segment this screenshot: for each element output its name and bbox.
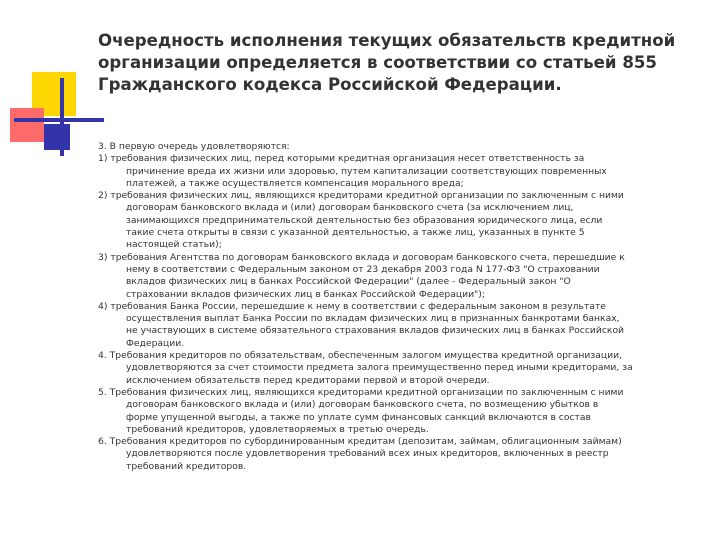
body-text-line: требований кредиторов, удовлетворяемых в третью очередь.: [126, 423, 429, 435]
body-text-line: 6. Требования кредиторов по субординированным кредитам (депозитам, займам, облигационным займам): [98, 436, 622, 448]
body-text-line: форме упущенной выгоды, а также по уплате сумм финансовых санкций включаются в состав: [126, 411, 591, 423]
body-text-line: не участвующих в системе обязательного страхования вкладов физических лиц в банках Российской: [126, 325, 625, 337]
body-text-line: вкладов физических лиц в банках Российской Федерации" (далее - Федеральный закон "О: [126, 276, 571, 288]
body-text-line: договорам банковского вклада и (или) договорам банковского счета, по возмещению убытков в: [126, 399, 599, 411]
body-text-line: страховании вкладов физических лиц в банках Российской Федерации");: [126, 288, 485, 300]
slide-body-text: [98, 141, 708, 473]
body-text-line: Федерации.: [126, 337, 185, 349]
body-text-line: осуществления выплат Банка России по вкладам физических лиц в признанных банкротами банках,: [126, 313, 620, 325]
body-text-line: занимающихся предпринимательской деятельностью без образования юридического лица, если: [126, 214, 603, 226]
body-text-line: настоящей статьи);: [126, 239, 222, 251]
body-text-line: 1) требования физических лиц, перед которыми кредитная организация несет ответственность за: [98, 153, 585, 165]
body-text-line: причинение вреда их жизни или здоровью, путем капитализации соответствующих повременных: [126, 165, 607, 177]
body-text-line: 4. Требования кредиторов по обязательствам, обеспеченным залогом имущества кредитной организации,: [98, 350, 622, 362]
body-text-line: удовлетворяются после удовлетворения требований всех иных кредиторов, включенных в реестр: [126, 448, 609, 460]
decorative-red-square: [10, 108, 44, 142]
body-text-line: договорам банковского вклада и (или) договорам банковского счета (за исключением лиц,: [126, 202, 574, 214]
body-text-line: 2) требования физических лиц, являющихся кредиторами кредитной организации по заключенным с ними: [98, 190, 624, 202]
title-line: Очередность исполнения текущих обязательств кредитной: [98, 31, 676, 50]
title-line: организации определяется в соответствии со статьей 855: [98, 53, 657, 72]
body-text-line: 3) требования Агентства по договорам банковского вклада и договорам банковского счета, перешедшие к: [98, 251, 625, 263]
slide-title: [98, 30, 678, 96]
title-line: Гражданского кодекса Российской Федерации.: [98, 75, 562, 94]
body-text-line: требований кредиторов.: [126, 460, 247, 472]
body-text-line: платежей, а также осуществляется компенсация морального вреда;: [126, 177, 464, 189]
body-text-line: удовлетворяются за счет стоимости предмета залога преимущественно перед иными кредиторами, за: [126, 362, 633, 374]
body-text-line: 4) требования Банка России, перешедшие к нему в соответствии с федеральным законом в результате: [98, 300, 606, 312]
decorative-blue-square: [44, 124, 70, 150]
body-text-line: такие счета открыты в связи с указанной деятельностью, а также лиц, указанных в пункте 5: [126, 227, 585, 239]
body-text-line: исключением обязательств перед кредиторами первой и второй очереди.: [126, 374, 490, 386]
body-text-line: 3. В первую очередь удовлетворяются:: [98, 141, 290, 152]
decorative-horizontal-line: [14, 118, 104, 122]
body-text-line: 5. Требования физических лиц, являющихся кредиторами кредитной организации по заключенным с ними: [98, 386, 624, 398]
body-text-line: нему в соответствии с Федеральным законом от 23 декабря 2003 года N 177-ФЗ "О страховании: [126, 263, 600, 275]
decorative-vertical-line: [60, 78, 64, 156]
